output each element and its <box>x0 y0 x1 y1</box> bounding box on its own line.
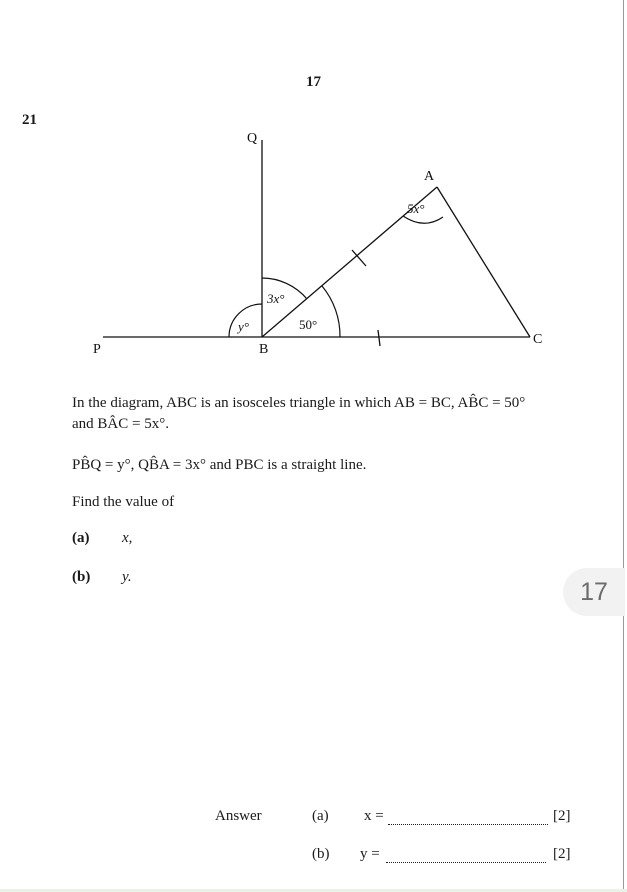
triangle-diagram <box>60 118 560 358</box>
page-number-badge: 17 <box>563 568 625 616</box>
angle-label-qba: 3x° <box>267 291 285 306</box>
label-p: P <box>93 342 101 357</box>
answer-a-var: x = <box>364 808 384 824</box>
answer-b-marks: [2] <box>553 846 571 862</box>
line-ac <box>437 187 530 337</box>
answer-a-label: (a) <box>312 808 329 824</box>
find-instruction: Find the value of <box>72 494 175 510</box>
part-b <box>72 569 132 586</box>
tick-mark-bc <box>378 330 380 346</box>
label-q: Q <box>247 131 258 146</box>
arc-abc <box>322 286 340 337</box>
answer-b-blank[interactable] <box>386 848 546 863</box>
question-text-line2: and BÂC = 5x°. <box>72 416 169 432</box>
arc-bac <box>403 216 443 223</box>
page-number: 17 <box>306 74 321 90</box>
answer-b-var: y = <box>360 846 380 862</box>
angle-label-a: 5x° <box>407 201 425 216</box>
answer-b-label: (b) <box>312 846 330 862</box>
question-text-line3: PB̂Q = y°, QB̂A = 3x° and PBC is a straight line. <box>72 457 367 473</box>
answer-a-blank[interactable] <box>388 810 548 825</box>
label-c: C <box>533 332 543 347</box>
angle-label-abc: 50° <box>299 317 318 332</box>
answer-a-marks: [2] <box>553 808 571 824</box>
part-b-value: y. <box>122 569 132 585</box>
question-text-line1: In the diagram, ABC is an isosceles triangle in which AB = BC, AB̂C = 50° <box>72 395 526 411</box>
label-b: B <box>259 342 269 357</box>
part-a <box>72 530 132 547</box>
part-a-value: x, <box>122 530 133 546</box>
question-number: 21 <box>22 112 37 128</box>
answer-word: Answer <box>215 808 262 824</box>
page-edge <box>623 0 624 892</box>
part-a-label: (a) <box>72 530 90 546</box>
label-a: A <box>424 169 435 184</box>
part-b-label: (b) <box>72 569 91 585</box>
angle-label-pbq: y° <box>238 319 249 334</box>
